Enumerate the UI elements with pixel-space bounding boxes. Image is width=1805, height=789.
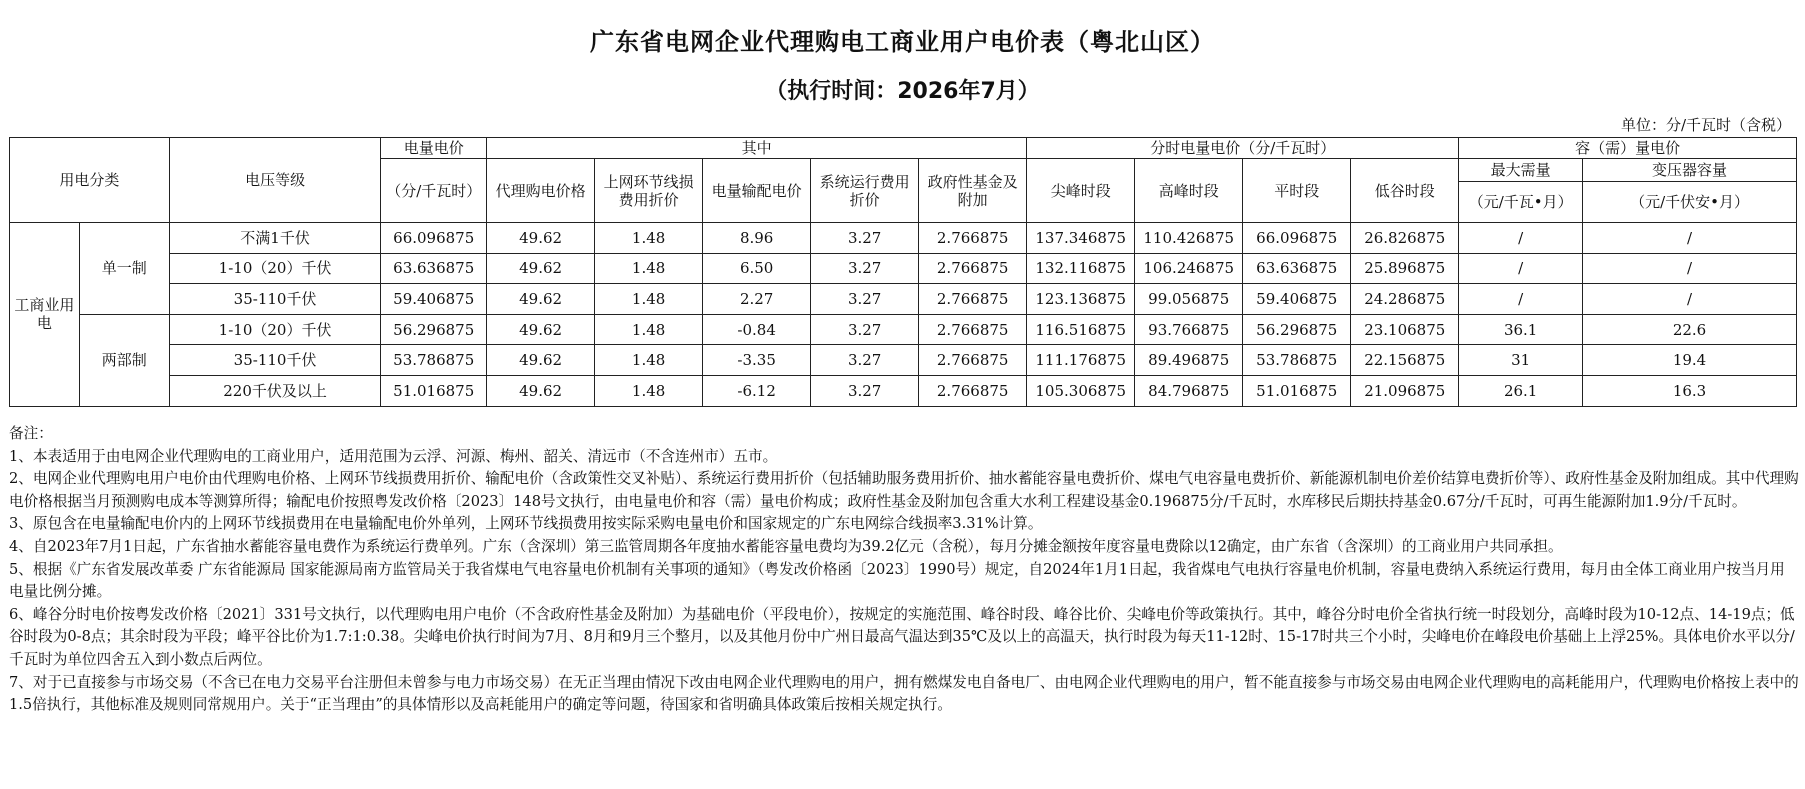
group-two-part: 两部制 bbox=[79, 314, 169, 406]
cell-max-demand: / bbox=[1459, 284, 1583, 315]
cell-transformer: / bbox=[1583, 223, 1797, 254]
cell-valley: 26.826875 bbox=[1351, 223, 1459, 254]
cell-flat: 56.296875 bbox=[1243, 314, 1351, 345]
header-gov-fund: 政府性基金及附加 bbox=[919, 159, 1027, 223]
group-main: 工商业用电 bbox=[10, 223, 80, 407]
cell-loss: 1.48 bbox=[595, 314, 703, 345]
cell-max-demand: / bbox=[1459, 223, 1583, 254]
cell-transmission: -6.12 bbox=[703, 375, 811, 406]
cell-voltage: 1-10（20）千伏 bbox=[169, 314, 381, 345]
cell-sharp-peak: 137.346875 bbox=[1027, 223, 1135, 254]
table-row bbox=[10, 375, 1797, 406]
cell-max-demand: 31 bbox=[1459, 345, 1583, 376]
cell-gov-fund: 2.766875 bbox=[919, 223, 1027, 254]
header-transformer: 变压器容量 bbox=[1583, 159, 1797, 182]
note-7: 7、对于已直接参与市场交易（不含已在电力交易平台注册但未曾参与电力市场交易）在无正当理由情况下改由电网企业代理购电的用户，拥有燃煤发电自备电厂、由电网企业代理购电的用户，暂不能直接参与市场交易由电网企业代理购电的高耗能用户，代理购电价格按上表中的1.5倍执行，其他标准及规则同常规用户。关于“正当理由”的具体情形以及高耗能用户的确定等问题，待国家和省明确具体政策后按相关规定执行。 bbox=[9, 673, 1799, 714]
note-2: 2、电网企业代理购电用户电价由代理购电价格、上网环节线损费用折价、输配电价（含政策性交叉补贴）、系统运行费用折价（包括辅助服务费用折价、抽水蓄能容量电费折价、煤电气电容量电费折价、新能源机制电价差价结算电费折价等）、政府性基金及附加组成。其中代理购电价格根据当月预测购电成本等测算所得；输配电价按照粤发改价格〔2023〕148号文执行，由电量电价和容（需）量电价构成；政府性基金及附加包含重大水利工程建设基金0.196875分/千瓦时，水库移民后期扶持基金0.67分/千瓦时，可再生能源附加1.9分/千瓦时。 bbox=[9, 470, 1799, 510]
note-5: 5、根据《广东省发展改革委 广东省能源局 国家能源局南方监管局关于我省煤电气电容量电价机制有关事项的通知》（粤发改价格函〔2023〕1990号）规定，自2024年1月1日起，我省煤电气电执行容量电价机制，容量电费纳入系统运行费用，每月由全体工商业用户按当月用电量比例分摊。 bbox=[9, 560, 1785, 601]
cell-proxy: 49.62 bbox=[487, 284, 595, 315]
header-voltage: 电压等级 bbox=[169, 138, 381, 223]
cell-valley: 24.286875 bbox=[1351, 284, 1459, 315]
header-category: 用电分类 bbox=[10, 138, 170, 223]
cell-sharp-peak: 123.136875 bbox=[1027, 284, 1135, 315]
header-valley: 低谷时段 bbox=[1351, 159, 1459, 223]
cell-sharp-peak: 111.176875 bbox=[1027, 345, 1135, 376]
cell-transformer: 19.4 bbox=[1583, 345, 1797, 376]
cell-max-demand: / bbox=[1459, 253, 1583, 284]
cell-energy: 63.636875 bbox=[381, 253, 487, 284]
page-title: 广东省电网企业代理购电工商业用户电价表（粤北山区） bbox=[590, 28, 1215, 56]
cell-loss: 1.48 bbox=[595, 223, 703, 254]
cell-flat: 63.636875 bbox=[1243, 253, 1351, 284]
cell-energy: 66.096875 bbox=[381, 223, 487, 254]
cell-system-ops: 3.27 bbox=[811, 284, 919, 315]
cell-peak: 99.056875 bbox=[1135, 284, 1243, 315]
cell-loss: 1.48 bbox=[595, 253, 703, 284]
cell-voltage: 1-10（20）千伏 bbox=[169, 253, 381, 284]
cell-loss: 1.48 bbox=[595, 284, 703, 315]
cell-valley: 22.156875 bbox=[1351, 345, 1459, 376]
cell-proxy: 49.62 bbox=[487, 253, 595, 284]
cell-sharp-peak: 105.306875 bbox=[1027, 375, 1135, 406]
table-row bbox=[10, 223, 1797, 254]
cell-system-ops: 3.27 bbox=[811, 375, 919, 406]
cell-gov-fund: 2.766875 bbox=[919, 253, 1027, 284]
cell-max-demand: 26.1 bbox=[1459, 375, 1583, 406]
cell-transmission: -3.35 bbox=[703, 345, 811, 376]
cell-transmission: 8.96 bbox=[703, 223, 811, 254]
cell-loss: 1.48 bbox=[595, 375, 703, 406]
cell-energy: 53.786875 bbox=[381, 345, 487, 376]
header-transmission: 电量输配电价 bbox=[703, 159, 811, 223]
note-1: 1、本表适用于由电网企业代理购电的工商业用户，适用范围为云浮、河源、梅州、韶关、清远市（不含连州市）五市。 bbox=[9, 447, 778, 465]
cell-gov-fund: 2.766875 bbox=[919, 345, 1027, 376]
cell-flat: 59.406875 bbox=[1243, 284, 1351, 315]
cell-valley: 25.896875 bbox=[1351, 253, 1459, 284]
cell-proxy: 49.62 bbox=[487, 375, 595, 406]
cell-max-demand: 36.1 bbox=[1459, 314, 1583, 345]
cell-energy: 51.016875 bbox=[381, 375, 487, 406]
cell-energy: 59.406875 bbox=[381, 284, 487, 315]
header-max-demand-unit: （元/千瓦•月） bbox=[1459, 182, 1583, 223]
cell-voltage: 220千伏及以上 bbox=[169, 375, 381, 406]
cell-proxy: 49.62 bbox=[487, 314, 595, 345]
notes-section bbox=[9, 423, 1799, 717]
unit-label: 单位：分/千瓦时（含税） bbox=[1620, 116, 1791, 134]
cell-sharp-peak: 132.116875 bbox=[1027, 253, 1135, 284]
table-row bbox=[10, 345, 1797, 376]
cell-system-ops: 3.27 bbox=[811, 223, 919, 254]
header-proxy-price: 代理购电价格 bbox=[487, 159, 595, 223]
cell-flat: 51.016875 bbox=[1243, 375, 1351, 406]
cell-system-ops: 3.27 bbox=[811, 314, 919, 345]
cell-system-ops: 3.27 bbox=[811, 253, 919, 284]
header-line-loss: 上网环节线损费用折价 bbox=[595, 159, 703, 223]
cell-peak: 110.426875 bbox=[1135, 223, 1243, 254]
header-flat: 平时段 bbox=[1243, 159, 1351, 223]
cell-flat: 53.786875 bbox=[1243, 345, 1351, 376]
note-3: 3、原包含在电量输配电价内的上网环节线损费用在电量输配电价外单列，上网环节线损费用按实际采购电量电价和国家规定的广东电网综合线损率3.31%计算。 bbox=[9, 515, 1043, 533]
page-subtitle: （执行时间：2026年7月） bbox=[765, 79, 1040, 104]
cell-system-ops: 3.27 bbox=[811, 345, 919, 376]
price-table bbox=[9, 137, 1797, 407]
header-energy-unit: （分/千瓦时） bbox=[381, 159, 487, 223]
cell-transformer: 16.3 bbox=[1583, 375, 1797, 406]
note-6: 6、峰谷分时电价按粤发改价格〔2021〕331号文执行，以代理购电用户电价（不含政府性基金及附加）为基础电价（平段电价），按规定的实施范围、峰谷时段、峰谷比价、尖峰电价等政策执行。其中，峰谷分时电价全省执行统一时段划分，高峰时段为10-12点、14-19点；低谷时段为0-8点；其余时段为平段；峰平谷比价为1.7:1:0.38。尖峰电价执行时间为7月、8月和9月三个整月，以及其他月份中广州日最高气温达到35℃及以上的高温天，执行时段为每天11-12时、15-17时共三个小时，尖峰电价在峰段电价基础上上浮25%。具体电价水平以分/千瓦时为单位四舍五入到小数点后两位。 bbox=[9, 605, 1795, 668]
table-row bbox=[10, 314, 1797, 345]
note-4: 4、自2023年7月1日起，广东省抽水蓄能容量电费作为系统运行费单列。广东（含深圳）第三监管周期各年度抽水蓄能容量电费均为39.2亿元（含税），每月分摊金额按年度容量电费除以12确定，由广东省（含深圳）的工商业用户共同承担。 bbox=[9, 537, 1563, 555]
header-max-demand: 最大需量 bbox=[1459, 159, 1583, 182]
cell-gov-fund: 2.766875 bbox=[919, 375, 1027, 406]
cell-voltage: 35-110千伏 bbox=[169, 345, 381, 376]
cell-transformer: 22.6 bbox=[1583, 314, 1797, 345]
cell-peak: 106.246875 bbox=[1135, 253, 1243, 284]
header-sharp-peak: 尖峰时段 bbox=[1027, 159, 1135, 223]
header-capacity: 容（需）量电价 bbox=[1459, 138, 1797, 159]
cell-transformer: / bbox=[1583, 284, 1797, 315]
cell-transmission: 6.50 bbox=[703, 253, 811, 284]
header-peak: 高峰时段 bbox=[1135, 159, 1243, 223]
cell-peak: 89.496875 bbox=[1135, 345, 1243, 376]
cell-gov-fund: 2.766875 bbox=[919, 314, 1027, 345]
table-row bbox=[10, 253, 1797, 284]
group-single: 单一制 bbox=[79, 223, 169, 315]
cell-gov-fund: 2.766875 bbox=[919, 284, 1027, 315]
header-system-ops: 系统运行费用折价 bbox=[811, 159, 919, 223]
cell-peak: 93.766875 bbox=[1135, 314, 1243, 345]
cell-peak: 84.796875 bbox=[1135, 375, 1243, 406]
cell-transformer: / bbox=[1583, 253, 1797, 284]
cell-proxy: 49.62 bbox=[487, 223, 595, 254]
header-energy-price: 电量电价 bbox=[381, 138, 487, 159]
cell-flat: 66.096875 bbox=[1243, 223, 1351, 254]
table-row bbox=[10, 284, 1797, 315]
cell-transmission: 2.27 bbox=[703, 284, 811, 315]
notes-heading: 备注： bbox=[9, 425, 53, 442]
cell-proxy: 49.62 bbox=[487, 345, 595, 376]
cell-voltage: 不满1千伏 bbox=[169, 223, 381, 254]
cell-transmission: -0.84 bbox=[703, 314, 811, 345]
header-transformer-unit: （元/千伏安•月） bbox=[1583, 182, 1797, 223]
cell-valley: 21.096875 bbox=[1351, 375, 1459, 406]
cell-sharp-peak: 116.516875 bbox=[1027, 314, 1135, 345]
cell-voltage: 35-110千伏 bbox=[169, 284, 381, 315]
cell-loss: 1.48 bbox=[595, 345, 703, 376]
header-of-which: 其中 bbox=[487, 138, 1027, 159]
cell-energy: 56.296875 bbox=[381, 314, 487, 345]
header-tou: 分时电量电价（分/千瓦时） bbox=[1027, 138, 1459, 159]
cell-valley: 23.106875 bbox=[1351, 314, 1459, 345]
